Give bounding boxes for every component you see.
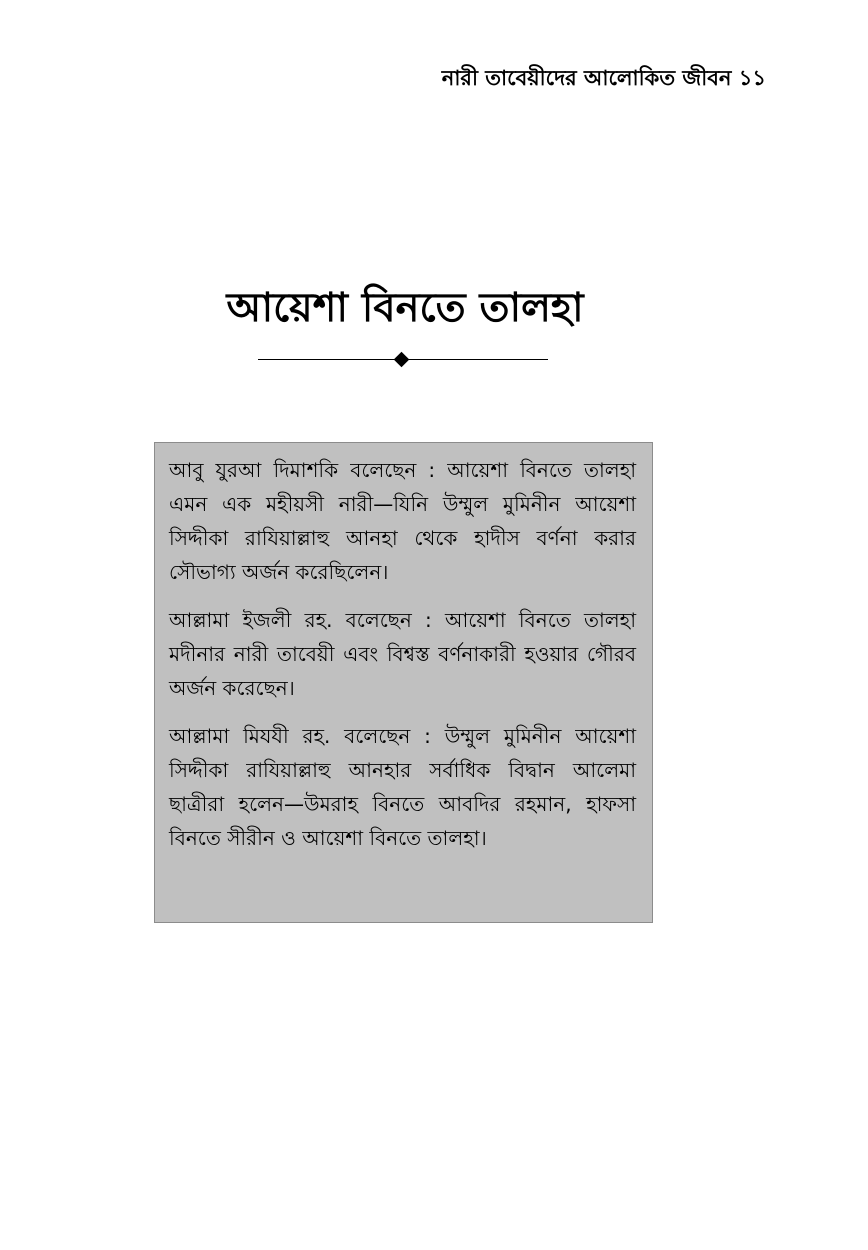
quote-paragraph-mizzi: আল্লামা মিযযী রহ. বলেছেন : উম্মুল মুমিনীন আয়েশা সিদ্দীকা রাযিয়াল্লাহু আনহার সর্বাধিক বিদ্বান আলেমা ছাত্রীরা হলেন—উমরাহ বিনতে আবদির রহমান, হাফসা বিনতে সীরীন ও আয়েশা বিনতে তালহা। bbox=[169, 724, 636, 850]
title-ornament-divider bbox=[258, 352, 548, 368]
chapter-title: আয়েশা বিনতে তালহা bbox=[226, 285, 584, 331]
quote-box bbox=[154, 442, 653, 923]
quote-paragraph-abu-zura: আবু যুরআ দিমাশকি বলেছেন : আয়েশা বিনতে তালহা এমন এক মহীয়সী নারী—যিনি উম্মুল মুমিনীন আয়েশা সিদ্দীকা রাযিয়াল্লাহু আনহা থেকে হাদীস বর্ণনা করার সৌভাগ্য অর্জন করেছিলেন। bbox=[169, 458, 636, 584]
quote-paragraph-ijli: আল্লামা ইজলী রহ. বলেছেন : আয়েশা বিনতে তালহা মদীনার নারী তাবেয়ী এবং বিশ্বস্ত বর্ণনাকারী হওয়ার গৌরব অর্জন করেছেন। bbox=[169, 608, 636, 700]
running-header: নারী তাবেয়ীদের আলোকিত জীবন ১১ bbox=[441, 66, 766, 90]
diamond-ornament-icon bbox=[394, 352, 410, 368]
